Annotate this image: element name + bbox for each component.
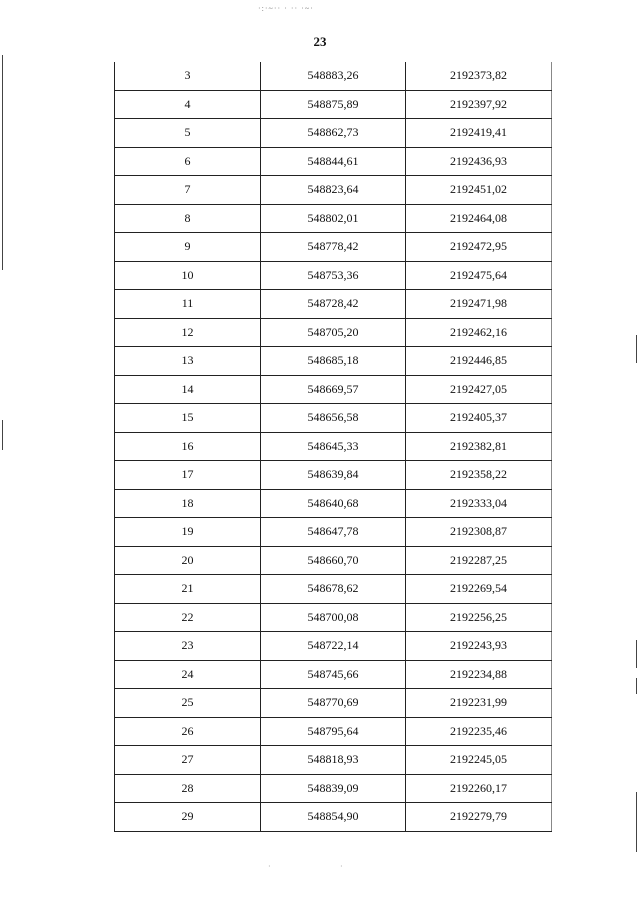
x-coordinate-cell: 548700,08 xyxy=(261,603,406,632)
x-coordinate-cell: 548645,33 xyxy=(261,432,406,461)
y-coordinate-cell: 2192333,04 xyxy=(406,489,552,518)
x-coordinate-cell: 548685,18 xyxy=(261,347,406,376)
scan-edge-mark xyxy=(2,55,3,270)
table-row xyxy=(115,290,552,319)
point-number-cell: 15 xyxy=(115,404,261,433)
point-number-cell: 29 xyxy=(115,803,261,832)
table-row xyxy=(115,261,552,290)
point-number-cell: 27 xyxy=(115,746,261,775)
table-row xyxy=(115,546,552,575)
table-row xyxy=(115,518,552,547)
table-row xyxy=(115,90,552,119)
y-coordinate-cell: 2192427,05 xyxy=(406,375,552,404)
y-coordinate-cell: 2192405,37 xyxy=(406,404,552,433)
table-row xyxy=(115,432,552,461)
point-number-cell: 21 xyxy=(115,575,261,604)
x-coordinate-cell: 548795,64 xyxy=(261,717,406,746)
table-row xyxy=(115,575,552,604)
y-coordinate-cell: 2192451,02 xyxy=(406,176,552,205)
x-coordinate-cell: 548639,84 xyxy=(261,461,406,490)
y-coordinate-cell: 2192397,92 xyxy=(406,90,552,119)
x-coordinate-cell: 548669,57 xyxy=(261,375,406,404)
y-coordinate-cell: 2192472,95 xyxy=(406,233,552,262)
point-number-cell: 18 xyxy=(115,489,261,518)
y-coordinate-cell: 2192243,93 xyxy=(406,632,552,661)
scan-noise-top: ·:·~·· · ·· ·~· xyxy=(258,4,314,13)
table-row xyxy=(115,774,552,803)
scan-edge-mark xyxy=(636,678,637,694)
x-coordinate-cell: 548660,70 xyxy=(261,546,406,575)
scan-edge-mark xyxy=(636,335,637,363)
point-number-cell: 8 xyxy=(115,204,261,233)
y-coordinate-cell: 2192269,54 xyxy=(406,575,552,604)
x-coordinate-cell: 548883,26 xyxy=(261,62,406,90)
point-number-cell: 26 xyxy=(115,717,261,746)
table-row xyxy=(115,176,552,205)
x-coordinate-cell: 548705,20 xyxy=(261,318,406,347)
table-row xyxy=(115,660,552,689)
point-number-cell: 25 xyxy=(115,689,261,718)
table-row xyxy=(115,803,552,832)
point-number-cell: 3 xyxy=(115,62,261,90)
x-coordinate-cell: 548818,93 xyxy=(261,746,406,775)
y-coordinate-cell: 2192471,98 xyxy=(406,290,552,319)
x-coordinate-cell: 548678,62 xyxy=(261,575,406,604)
y-coordinate-cell: 2192464,08 xyxy=(406,204,552,233)
x-coordinate-cell: 548875,89 xyxy=(261,90,406,119)
y-coordinate-cell: 2192231,99 xyxy=(406,689,552,718)
x-coordinate-cell: 548753,36 xyxy=(261,261,406,290)
scan-edge-mark xyxy=(636,792,637,852)
scan-edge-mark xyxy=(636,640,637,668)
point-number-cell: 7 xyxy=(115,176,261,205)
y-coordinate-cell: 2192436,93 xyxy=(406,147,552,176)
y-coordinate-cell: 2192373,82 xyxy=(406,62,552,90)
y-coordinate-cell: 2192234,88 xyxy=(406,660,552,689)
point-number-cell: 23 xyxy=(115,632,261,661)
y-coordinate-cell: 2192260,17 xyxy=(406,774,552,803)
x-coordinate-cell: 548647,78 xyxy=(261,518,406,547)
x-coordinate-cell: 548745,66 xyxy=(261,660,406,689)
point-number-cell: 9 xyxy=(115,233,261,262)
y-coordinate-cell: 2192382,81 xyxy=(406,432,552,461)
x-coordinate-cell: 548862,73 xyxy=(261,119,406,148)
x-coordinate-cell: 548722,14 xyxy=(261,632,406,661)
x-coordinate-cell: 548823,64 xyxy=(261,176,406,205)
x-coordinate-cell: 548844,61 xyxy=(261,147,406,176)
y-coordinate-cell: 2192462,16 xyxy=(406,318,552,347)
table-row xyxy=(115,233,552,262)
point-number-cell: 16 xyxy=(115,432,261,461)
y-coordinate-cell: 2192235,46 xyxy=(406,717,552,746)
y-coordinate-cell: 2192256,25 xyxy=(406,603,552,632)
point-number-cell: 11 xyxy=(115,290,261,319)
y-coordinate-cell: 2192475,64 xyxy=(406,261,552,290)
table-row xyxy=(115,147,552,176)
point-number-cell: 19 xyxy=(115,518,261,547)
y-coordinate-cell: 2192308,87 xyxy=(406,518,552,547)
point-number-cell: 5 xyxy=(115,119,261,148)
table-row xyxy=(115,62,552,90)
table-row xyxy=(115,204,552,233)
x-coordinate-cell: 548728,42 xyxy=(261,290,406,319)
coordinates-table-body xyxy=(115,62,552,831)
point-number-cell: 17 xyxy=(115,461,261,490)
point-number-cell: 24 xyxy=(115,660,261,689)
table-row xyxy=(115,489,552,518)
point-number-cell: 14 xyxy=(115,375,261,404)
x-coordinate-cell: 548656,58 xyxy=(261,404,406,433)
point-number-cell: 22 xyxy=(115,603,261,632)
coordinates-table xyxy=(114,62,552,832)
scan-edge-mark xyxy=(2,420,3,450)
x-coordinate-cell: 548854,90 xyxy=(261,803,406,832)
y-coordinate-cell: 2192358,22 xyxy=(406,461,552,490)
point-number-cell: 6 xyxy=(115,147,261,176)
x-coordinate-cell: 548770,69 xyxy=(261,689,406,718)
table-row xyxy=(115,632,552,661)
y-coordinate-cell: 2192446,85 xyxy=(406,347,552,376)
x-coordinate-cell: 548839,09 xyxy=(261,774,406,803)
table-row xyxy=(115,404,552,433)
point-number-cell: 28 xyxy=(115,774,261,803)
scan-noise-bottom-right: · xyxy=(340,862,343,871)
y-coordinate-cell: 2192245,05 xyxy=(406,746,552,775)
table-row xyxy=(115,119,552,148)
table-row xyxy=(115,717,552,746)
table-row xyxy=(115,689,552,718)
y-coordinate-cell: 2192279,79 xyxy=(406,803,552,832)
x-coordinate-cell: 548640,68 xyxy=(261,489,406,518)
point-number-cell: 13 xyxy=(115,347,261,376)
table-row xyxy=(115,603,552,632)
point-number-cell: 4 xyxy=(115,90,261,119)
point-number-cell: 20 xyxy=(115,546,261,575)
y-coordinate-cell: 2192287,25 xyxy=(406,546,552,575)
point-number-cell: 10 xyxy=(115,261,261,290)
page-number: 23 xyxy=(313,34,327,49)
x-coordinate-cell: 548778,42 xyxy=(261,233,406,262)
table-row xyxy=(115,746,552,775)
table-row xyxy=(115,318,552,347)
scan-noise-bottom-left: · xyxy=(268,862,271,871)
point-number-cell: 12 xyxy=(115,318,261,347)
table-row xyxy=(115,461,552,490)
table-row xyxy=(115,375,552,404)
y-coordinate-cell: 2192419,41 xyxy=(406,119,552,148)
x-coordinate-cell: 548802,01 xyxy=(261,204,406,233)
table-row xyxy=(115,347,552,376)
